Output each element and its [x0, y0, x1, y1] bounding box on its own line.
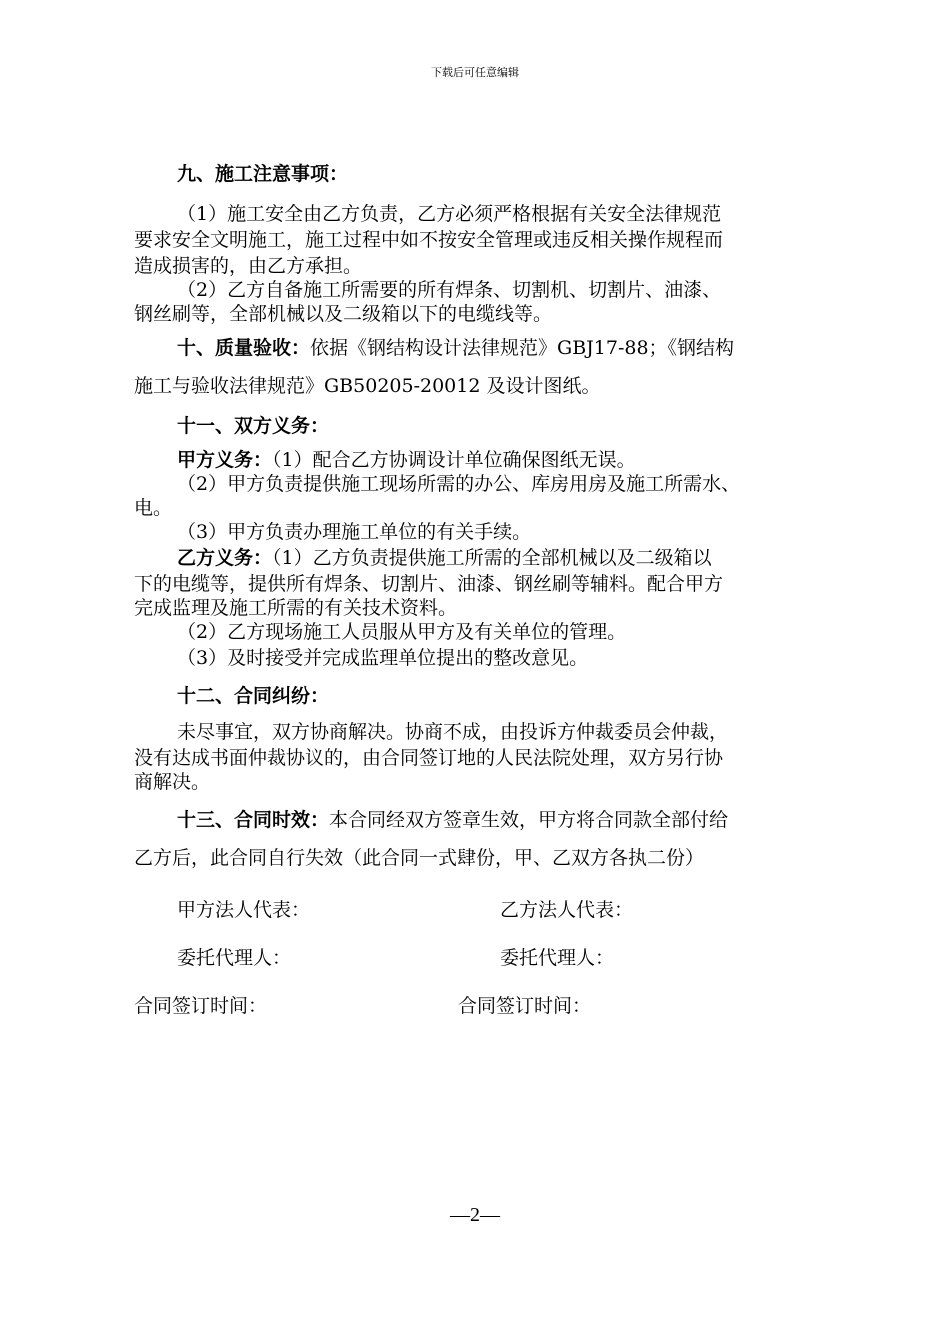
- jia-duty-label: 甲方义务：: [177, 449, 273, 471]
- jia-duty-2: （2）甲方负责提供施工现场所需的办公、库房用房及施工所需水、: [177, 473, 741, 495]
- jia-legal-rep: 甲方法人代表：: [177, 899, 311, 921]
- s12-line2: 没有达成书面仲裁协议的，由合同签订地的人民法院处理，双方另行协: [134, 747, 724, 769]
- s9-p1-line2: 要求安全文明施工，施工过程中如不按安全管理或违反相关操作规程而: [134, 229, 724, 251]
- section-11-title: 十一、双方义务：: [177, 415, 330, 437]
- section-9-title: 九、施工注意事项：: [177, 163, 349, 185]
- s12-line1: 未尽事宜，双方协商解决。协商不成，由投诉方仲裁委员会仲裁，: [177, 721, 729, 743]
- yi-duty-2: （2）乙方现场施工人员服从甲方及有关单位的管理。: [177, 621, 627, 643]
- s10-line2: 施工与验收法律规范》GB50205-20012 及设计图纸。: [134, 375, 601, 397]
- section-13-title: 十三、合同时效：: [177, 809, 330, 831]
- page-header: 下载后可任意编辑: [431, 66, 519, 79]
- s9-p2-line1: （2）乙方自备施工所需要的所有焊条、切割机、切割片、油漆、: [177, 279, 722, 301]
- yi-duty-line1: [177, 546, 712, 570]
- yi-duty-3: （3）及时接受并完成监理单位提出的整改意见。: [177, 647, 589, 669]
- jia-agent: 委托代理人：: [177, 947, 292, 969]
- jia-duty-2-cont: 电。: [134, 497, 173, 519]
- s10-line1: [177, 336, 734, 360]
- s13-line2: 乙方后，此合同自行失效（此合同一式肆份，甲、乙双方各执二份）: [134, 847, 705, 869]
- section-10-title: 十、质量验收：: [177, 337, 311, 359]
- s9-p1-line1: （1）施工安全由乙方负责，乙方必须严格根据有关安全法律规范: [177, 203, 722, 225]
- yi-duty-1-cont-b: 完成监理及施工所需的有关技术资料。: [134, 597, 458, 619]
- section-12-title: 十二、合同纠纷：: [177, 685, 330, 707]
- jia-duty-line1: [177, 448, 636, 472]
- yi-sign-date: 合同签订时间：: [458, 995, 592, 1017]
- s9-p1-line3: 造成损害的，由乙方承担。: [134, 255, 363, 277]
- yi-duty-1-cont-a: 下的电缆等，提供所有焊条、切割片、油漆、钢丝刷等辅料。配合甲方: [134, 573, 724, 595]
- jia-sign-date: 合同签订时间：: [134, 995, 268, 1017]
- jia-duty-3: （3）甲方负责办理施工单位的有关手续。: [177, 521, 532, 543]
- jia-duty-1: （1）配合乙方协调设计单位确保图纸无误。: [272, 449, 636, 471]
- yi-agent: 委托代理人：: [500, 947, 615, 969]
- yi-duty-1: （1）乙方负责提供施工所需的全部机械以及二级箱以: [272, 547, 712, 569]
- s13-line1: [177, 808, 728, 832]
- yi-duty-label: 乙方义务：: [177, 547, 273, 569]
- page-number: —2—: [450, 1204, 500, 1226]
- s10-text1: 依据《钢结构设计法律规范》GBJ17-88；《钢结构: [310, 337, 735, 359]
- s12-line3: 商解决。: [134, 771, 211, 793]
- s13-text1: 本合同经双方签章生效，甲方将合同款全部付给: [329, 809, 729, 831]
- s9-p2-line2: 钢丝刷等，全部机械以及二级箱以下的电缆线等。: [134, 303, 553, 325]
- yi-legal-rep: 乙方法人代表：: [500, 899, 634, 921]
